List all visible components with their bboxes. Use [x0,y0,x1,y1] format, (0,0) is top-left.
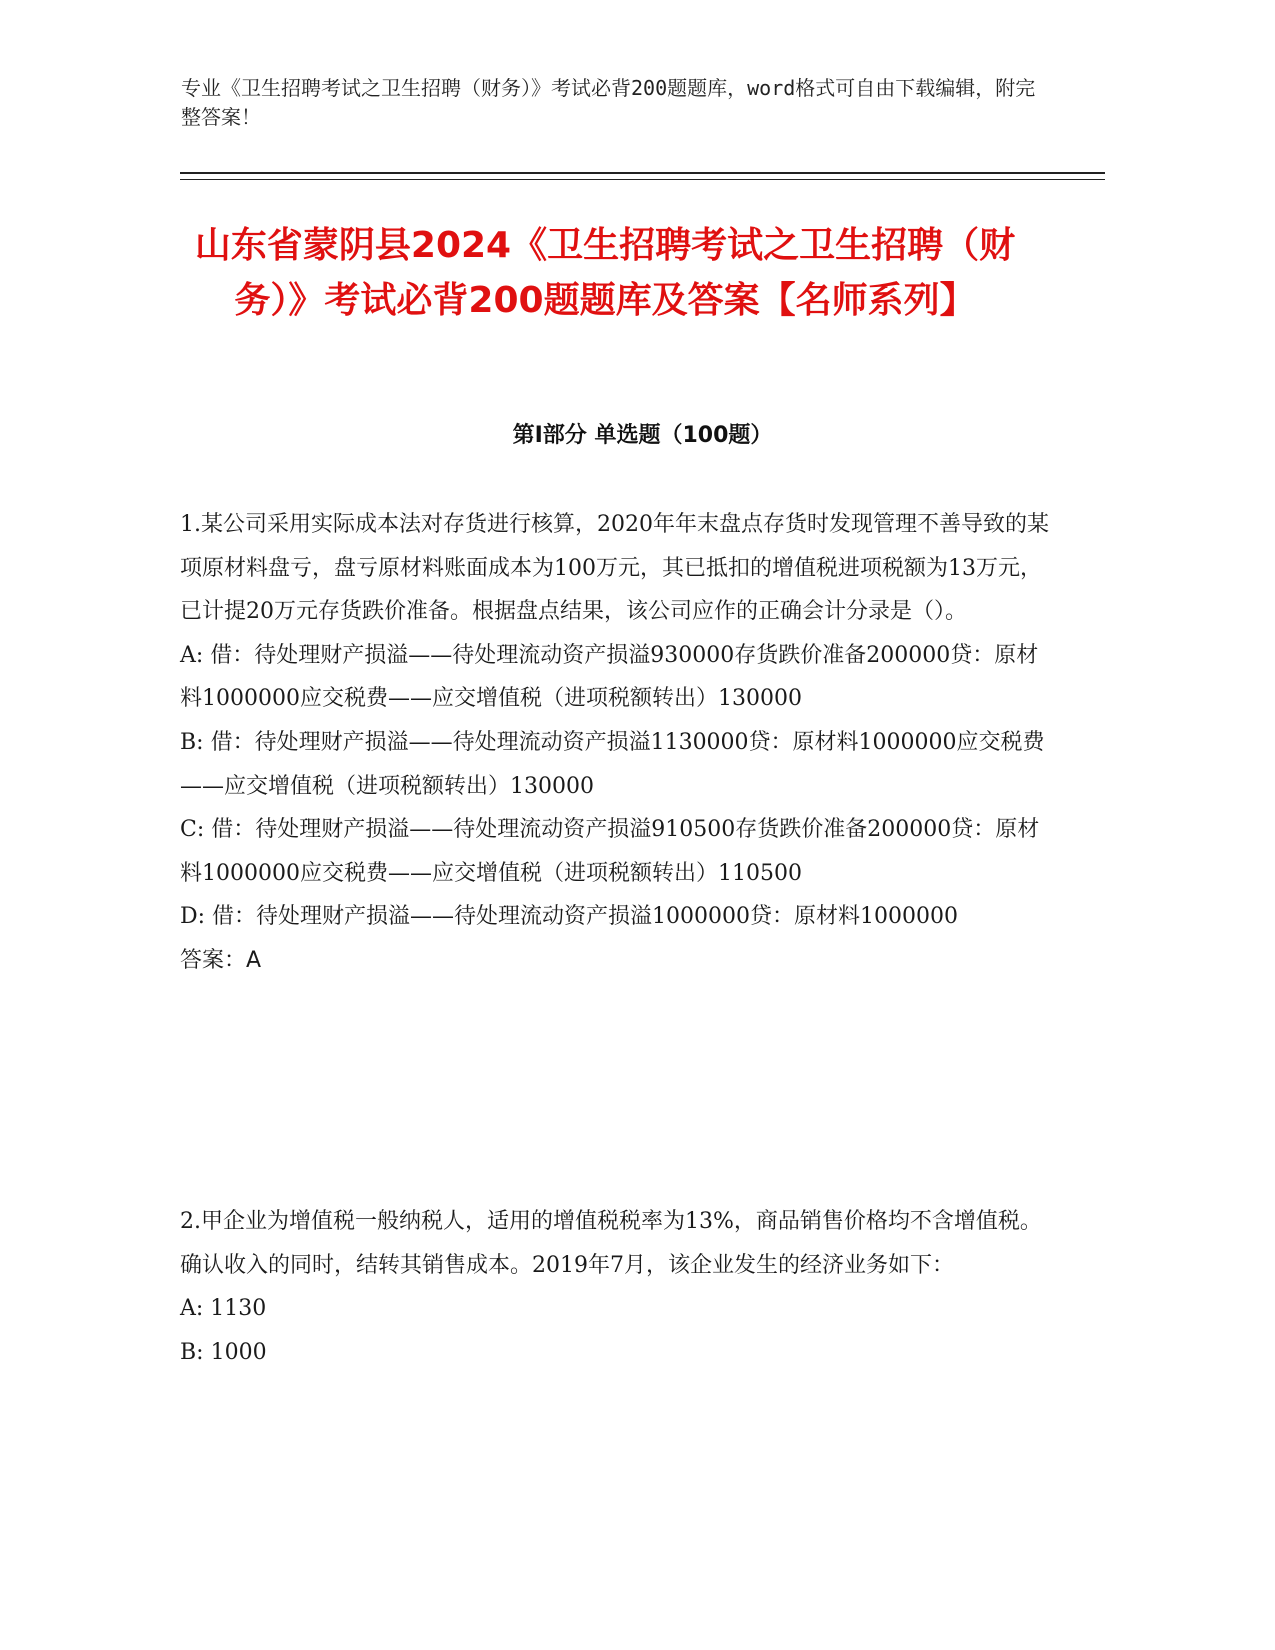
question-2 [180,1200,1060,1374]
header-note: 专业《卫生招聘考试之卫生招聘（财务）》考试必背200题题库，word格式可自由下载编辑，附完整答案！ [181,76,1036,129]
option-a: A: 1130 [180,1296,267,1322]
question-1 [180,503,1060,983]
option-a: A: 借：待处理财产损溢——待处理流动资产损溢930000存货跌价准备200000贷：原材料1000000应交税费——应交增值税（进项税额转出）130000 [180,642,1039,712]
header-divider-thick [180,172,1105,174]
section-heading: 第Ⅰ部分 单选题（100题） [512,423,773,448]
answer-line: 答案：A [180,947,262,973]
option-c: C: 借：待处理财产损溢——待处理流动资产损溢910500存货跌价准备200000贷：原材料1000000应交税费——应交增值税（进项税额转出）110500 [180,817,1040,886]
option-b: B: 借：待处理财产损溢——待处理流动资产损溢1130000贷：原材料1000000应交税费——应交增值税（进项税额转出）130000 [180,729,1045,799]
option-d: D: 借：待处理财产损溢——待处理流动资产损溢1000000贷：原材料1000000 [180,904,959,930]
question-stem: 2.甲企业为增值税一般纳税人，适用的增值税税率为13%，商品销售价格均不含增值税。确认收入的同时，结转其销售成本。2019年7月，该企业发生的经济业务如下： [180,1209,1042,1278]
option-b: B: 1000 [180,1339,267,1365]
question-stem: 1.某公司采用实际成本法对存货进行核算，2020年年末盘点存货时发现管理不善导致的某项原材料盘亏，盘亏原材料账面成本为100万元，其已抵扣的增值税进项税额为13万元，已计提20万元存货跌价准备。根据盘点结果，该公司应作的正确会计分录是（）。 [180,512,1049,625]
header-divider-thin [180,179,1105,180]
document-title: 山东省蒙阴县2024《卫生招聘考试之卫生招聘（财务）》考试必背200题题库及答案【名师系列】 [194,225,1016,321]
